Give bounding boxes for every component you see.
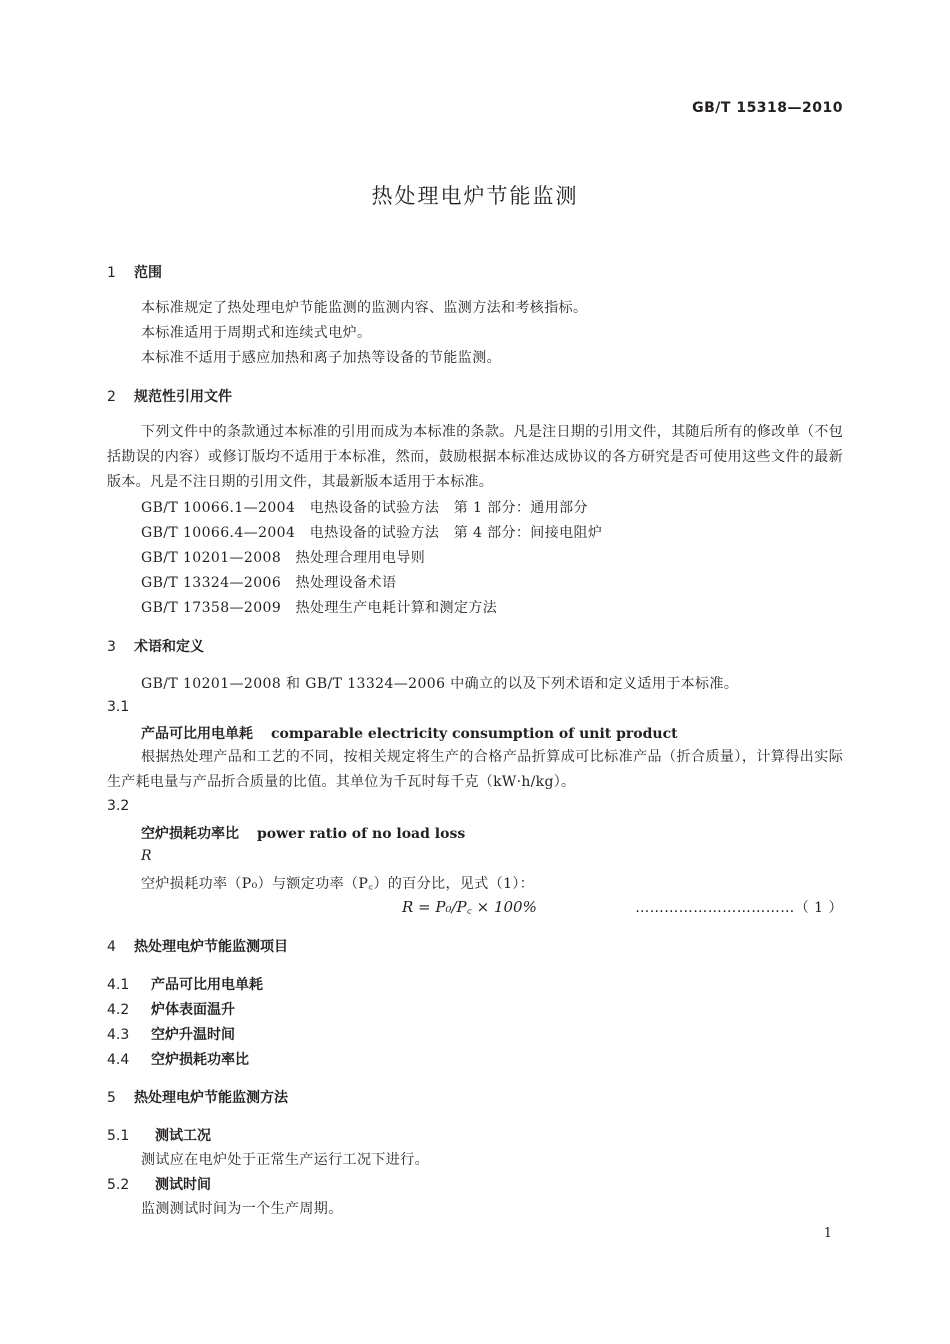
section-5-2-heading: 5.2 测试时间	[107, 1177, 211, 1193]
section-5-1-text: 测试应在电炉处于正常生产运行工况下进行。	[141, 1152, 429, 1168]
term-3-1-number: 3.1	[107, 699, 130, 715]
term-3-2: 空炉损耗功率比 power ratio of no load loss	[141, 826, 466, 842]
section-4-heading: 4 热处理电炉节能监测项目	[107, 939, 288, 955]
section-1-para: 本标准规定了热处理电炉节能监测的监测内容、监测方法和考核指标。	[141, 300, 588, 316]
document-title: 热处理电炉节能监测	[371, 184, 579, 208]
term-3-2-definition: 空炉损耗功率（P₀）与额定功率（P꜀）的百分比，见式（1）：	[141, 876, 535, 892]
standard-number: GB/T 15318—2010	[692, 100, 843, 116]
reference-item: GB/T 10066.4—2004 电热设备的试验方法 第 4 部分：间接电阻炉	[141, 525, 603, 541]
section-3-heading: 3 术语和定义	[107, 639, 204, 655]
section-4-item: 4.2 炉体表面温升	[107, 1002, 235, 1018]
section-4-item: 4.1 产品可比用电单耗	[107, 977, 263, 993]
reference-item: GB/T 17358—2009 热处理生产电耗计算和测定方法	[141, 600, 498, 616]
reference-item: GB/T 10066.1—2004 电热设备的试验方法 第 1 部分：通用部分	[141, 500, 588, 516]
section-5-2-text: 监测测试时间为一个生产周期。	[141, 1201, 343, 1217]
term-3-1-definition: 根据热处理产品和工艺的不同，按相关规定将生产的合格产品折算成可比标准产品（折合质量），计算得出实际生产耗电量与产品折合质量的比值。其单位为千瓦时每千克（kW·h/kg）。	[107, 749, 843, 790]
section-5-heading: 5 热处理电炉节能监测方法	[107, 1090, 288, 1106]
section-1-para: 本标准不适用于感应加热和离子加热等设备的节能监测。	[141, 350, 501, 366]
term-3-2-number: 3.2	[107, 798, 130, 814]
term-3-2-symbol: R	[141, 848, 152, 864]
page-number: 1	[823, 1226, 832, 1241]
section-1-heading: 1 范围	[107, 265, 162, 281]
section-4-item: 4.4 空炉损耗功率比	[107, 1052, 249, 1068]
section-3-intro: GB/T 10201—2008 和 GB/T 13324—2006 中确立的以及下列术语和定义适用于本标准。	[141, 676, 739, 692]
term-3-1: 产品可比用电单耗 comparable electricity consumption of unit product	[141, 726, 678, 742]
section-2-heading: 2 规范性引用文件	[107, 389, 232, 405]
section-1-para: 本标准适用于周期式和连续式电炉。	[141, 325, 372, 341]
formula-1: R = P₀/P꜀ × 100%	[402, 898, 537, 916]
section-4-item: 4.3 空炉升温时间	[107, 1027, 235, 1043]
reference-item: GB/T 10201—2008 热处理合理用电导则	[141, 550, 426, 566]
section-2-intro: 下列文件中的条款通过本标准的引用而成为本标准的条款。凡是注日期的引用文件，其随后所有的修改单（不包括勘误的内容）或修订版均不适用于本标准，然而，鼓励根据本标准达成协议的各方研究是否可使用这些文件的最新版本。凡是不注日期的引用文件，其最新版本适用于本标准。	[107, 424, 843, 490]
section-5-1-heading: 5.1 测试工况	[107, 1128, 211, 1144]
reference-item: GB/T 13324—2006 热处理设备术语	[141, 575, 397, 591]
formula-1-label: ……………………………（ 1 ）	[635, 900, 843, 916]
